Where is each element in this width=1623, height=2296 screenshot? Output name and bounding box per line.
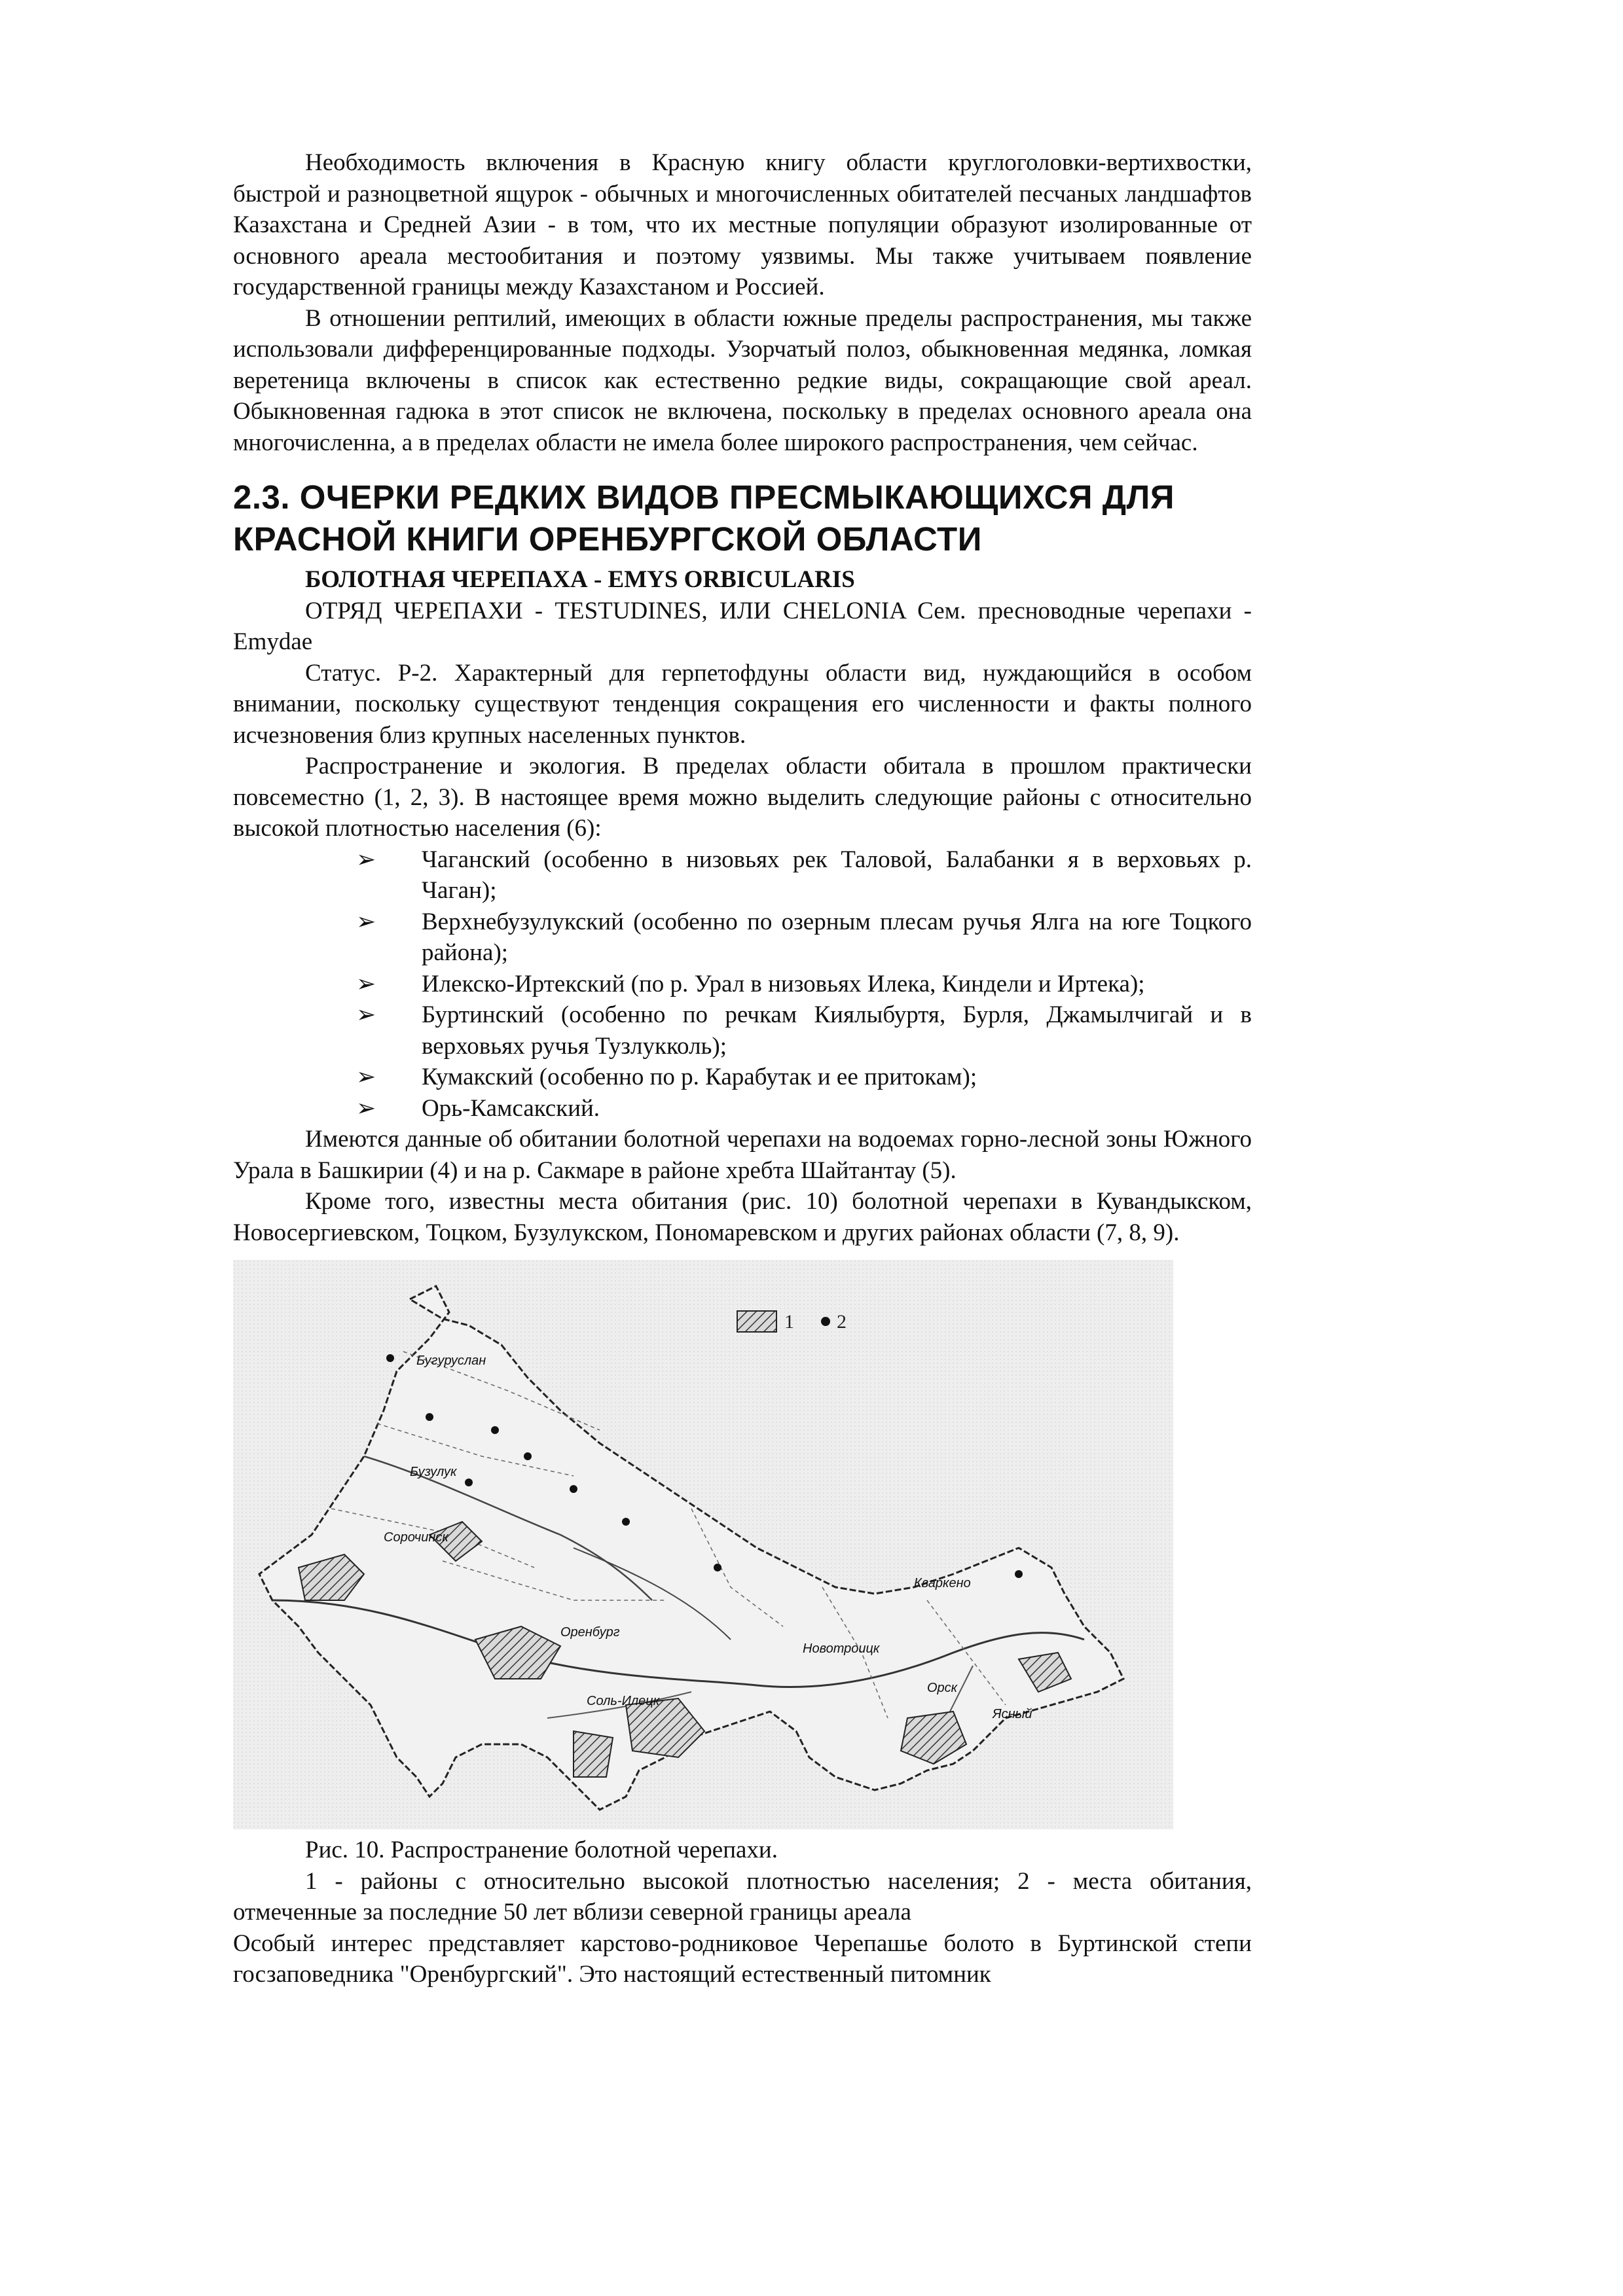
city-label: Сорочинск — [384, 1530, 448, 1545]
habitat-point — [491, 1426, 499, 1434]
habitat-area-south — [574, 1731, 613, 1777]
habitat-point — [524, 1452, 532, 1460]
section-title: 2.3. ОЧЕРКИ РЕДКИХ ВИДОВ ПРЕСМЫКАЮЩИХСЯ ДЛЯ КРАСНОЙ КНИГИ ОРЕНБУРГСКОЙ ОБЛАСТИ — [233, 478, 1175, 558]
habitat-point — [1015, 1570, 1023, 1578]
legend-point-swatch — [821, 1317, 830, 1326]
bullet-arrow-icon: ➢ — [356, 1064, 376, 1090]
bullet-arrow-icon: ➢ — [356, 908, 376, 935]
region-text: Орь-Камсакский. — [422, 1094, 600, 1122]
city-label: Ясный — [993, 1707, 1032, 1721]
distribution-map-figure — [233, 1260, 1173, 1829]
bullet-arrow-icon: ➢ — [356, 1094, 376, 1121]
list-item — [356, 906, 1252, 969]
habitat-point — [622, 1518, 630, 1526]
legend-hatch-swatch — [737, 1311, 776, 1332]
taxonomy-line: ОТРЯД ЧЕРЕПАХИ - TESTUDINES, ИЛИ CHELONIA Сем. пресноводные черепахи - Emydae — [233, 597, 1252, 655]
figure-caption: Рис. 10. Распространение болотной черепахи. — [305, 1837, 778, 1863]
city-label: Бузулук — [410, 1465, 457, 1479]
region-text: Чаганский (особенно в низовьях рек Таловой, Балабанки я в верховьях р. Чаган); — [422, 846, 1252, 904]
page-content — [233, 147, 1252, 1990]
city-label: Соль-Илецк — [587, 1694, 660, 1708]
list-item — [356, 999, 1252, 1062]
habitat-point — [426, 1413, 433, 1421]
region-text: Буртинский (особенно по речкам Киялыбуртя, Бурля, Джамылчигай и в верховьях ручья Тузлукколь); — [422, 1001, 1252, 1060]
habitat-point — [570, 1485, 577, 1493]
distribution-map — [233, 1260, 1173, 1829]
legend-label-2: 2 — [837, 1311, 847, 1333]
legend-label-1: 1 — [784, 1311, 794, 1333]
habitat-point — [714, 1564, 721, 1571]
bullet-arrow-icon: ➢ — [356, 1001, 376, 1028]
habitat-point — [386, 1354, 394, 1362]
bullet-arrow-icon: ➢ — [356, 970, 376, 997]
list-item — [356, 844, 1252, 906]
habitat-point — [465, 1479, 473, 1486]
intro-paragraph-2: В отношении рептилий, имеющих в области южные пределы распространения, мы также использовали дифференцированные подходы. Узорчатый полоз, обыкновенная медянка, ломкая веретеница включены в список как естественно редкие виды, сокращающие свой ареал. Обыкновенная гадюка в этот список не включена, поскольку в пределах основного ареала она многочисленна, а в пределах области не имела более широкого распространения, чем сейчас. — [233, 304, 1252, 456]
regions-list — [233, 844, 1252, 1124]
closing-paragraph: Особый интерес представляет карстово-родниковое Черепашье болото в Буртинской степи госзаповедника "Оренбургский". Это настоящий естественный питомник — [233, 1929, 1252, 1988]
species-title: БОЛОТНАЯ ЧЕРЕПАХА - EMYS ORBICULARIS — [305, 566, 855, 593]
city-label: Кваркено — [914, 1576, 971, 1590]
city-label: Оренбург — [560, 1625, 620, 1640]
list-item — [356, 1093, 1252, 1124]
city-label: Орск — [927, 1681, 958, 1695]
region-text: Кумакский (особенно по р. Карабутак и ее притокам); — [422, 1064, 977, 1090]
region-text: Илекско-Иртекский (по р. Урал в низовьях Илека, Киндели и Иртека); — [422, 970, 1145, 997]
list-item — [356, 969, 1252, 1000]
status-paragraph: Статус. Р-2. Характерный для герпетофдуны области вид, нуждающийся в особом внимании, поскольку существуют тенденция сокращения его численности и факты полного исчезновения близ крупных населенных пунктов. — [233, 659, 1252, 749]
figure-legend-text: 1 - районы с относительно высокой плотностью населения; 2 - места обитания, отмеченные за последние 50 лет вблизи северной границы ареала — [233, 1867, 1252, 1926]
bullet-arrow-icon: ➢ — [356, 846, 376, 872]
habitat-paragraph-2: Кроме того, известны места обитания (рис. 10) болотной черепахи в Кувандыкском, Новосергиевском, Тоцком, Бузулукском, Пономаревском и других районах области (7, 8, 9). — [233, 1188, 1252, 1246]
distribution-paragraph: Распространение и экология. В пределах области обитала в прошлом практически повсеместно (1, 2, 3). В настоящее время можно выделить следующие районы с относительно высокой плотностью населения (6): — [233, 753, 1252, 842]
city-label: Новотроицк — [803, 1641, 880, 1656]
intro-paragraph-1: Необходимость включения в Красную книгу области круглоголовки-вертихвостки, быстрой и разноцветной ящурок - обычных и многочисленных обитателей песчаных ландшафтов Казахстана и Средней Азии - в том, что их местные популяции образуют изолированные от основного ареала местообитания и поэтому уязвимы. Мы также учитываем появление государственной границы между Казахстаном и Россией. — [233, 149, 1252, 300]
city-label: Бугуруслан — [416, 1354, 486, 1368]
region-text: Верхнебузулукский (особенно по озерным плесам ручья Ялга на юге Тоцкого района); — [422, 908, 1252, 966]
habitat-paragraph-1: Имеются данные об обитании болотной черепахи на водоемах горно-лесной зоны Южного Урала в Башкирии (4) и на р. Сакмаре в районе хребта Шайтантау (5). — [233, 1126, 1252, 1184]
list-item — [356, 1062, 1252, 1093]
